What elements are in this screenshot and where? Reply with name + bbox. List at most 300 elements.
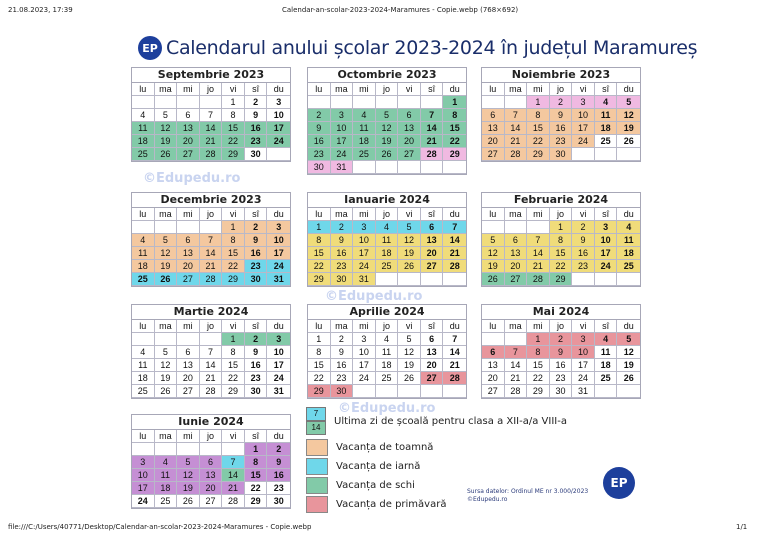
day-cell: 17 xyxy=(331,135,354,148)
legend-last-day xyxy=(306,405,567,437)
day-cell: 27 xyxy=(200,495,223,508)
legend-text-winter: Vacanța de iarnă xyxy=(336,461,421,472)
watermark: ©Edupedu.ro xyxy=(338,401,436,416)
day-cell: 14 xyxy=(443,234,466,247)
day-cell: 18 xyxy=(132,260,155,273)
source-line1: Sursa datelor: Ordinul ME nr 3.000/2023 xyxy=(467,488,589,495)
day-cell xyxy=(527,221,550,234)
day-cell: 4 xyxy=(617,221,640,234)
month-days-grid xyxy=(308,208,466,286)
day-cell: 8 xyxy=(245,456,268,469)
day-cell xyxy=(376,161,399,174)
day-cell: 2 xyxy=(572,221,595,234)
weekday-header: sî xyxy=(595,320,618,333)
day-cell: 1 xyxy=(308,333,331,346)
day-cell: 4 xyxy=(353,109,376,122)
day-cell xyxy=(443,161,466,174)
day-cell: 24 xyxy=(267,260,290,273)
day-cell: 28 xyxy=(527,273,550,286)
day-cell: 7 xyxy=(443,333,466,346)
legend-last-day-swatch xyxy=(306,407,326,435)
day-cell: 28 xyxy=(505,385,528,398)
day-cell: 18 xyxy=(595,359,618,372)
day-cell: 6 xyxy=(482,109,505,122)
day-cell: 29 xyxy=(308,273,331,286)
month-calendar xyxy=(131,67,291,162)
day-cell: 20 xyxy=(421,359,444,372)
day-cell: 12 xyxy=(617,346,640,359)
weekday-header: ma xyxy=(155,208,178,221)
day-cell: 7 xyxy=(200,109,223,122)
day-cell: 29 xyxy=(222,273,245,286)
month-name: Septembrie 2023 xyxy=(132,68,290,83)
day-cell: 27 xyxy=(398,148,421,161)
edupedu-logo: EP xyxy=(138,36,162,60)
day-cell: 18 xyxy=(353,135,376,148)
day-cell xyxy=(353,161,376,174)
day-cell: 9 xyxy=(308,122,331,135)
day-cell: 12 xyxy=(398,346,421,359)
day-cell: 21 xyxy=(527,260,550,273)
day-cell: 23 xyxy=(550,372,573,385)
day-cell xyxy=(200,443,223,456)
day-cell: 11 xyxy=(376,234,399,247)
day-cell xyxy=(505,221,528,234)
day-cell: 9 xyxy=(550,346,573,359)
day-cell: 12 xyxy=(177,469,200,482)
weekday-header: vi xyxy=(222,430,245,443)
day-cell xyxy=(617,273,640,286)
day-cell xyxy=(505,333,528,346)
weekday-header: lu xyxy=(482,208,505,221)
day-cell xyxy=(331,96,354,109)
legend-text-spring: Vacanța de primăvară xyxy=(336,499,447,510)
day-cell: 14 xyxy=(527,247,550,260)
day-cell xyxy=(421,161,444,174)
day-cell: 31 xyxy=(572,385,595,398)
day-cell: 11 xyxy=(595,109,618,122)
day-cell: 22 xyxy=(308,372,331,385)
day-cell: 10 xyxy=(572,109,595,122)
day-cell: 15 xyxy=(527,122,550,135)
day-cell xyxy=(617,385,640,398)
day-cell: 21 xyxy=(200,260,223,273)
day-cell: 2 xyxy=(245,333,268,346)
month-calendar xyxy=(481,192,641,287)
day-cell xyxy=(443,273,466,286)
weekday-header: ma xyxy=(505,208,528,221)
month-name: Decembrie 2023 xyxy=(132,193,290,208)
day-cell: 20 xyxy=(482,372,505,385)
day-cell: 9 xyxy=(245,234,268,247)
day-cell: 13 xyxy=(177,247,200,260)
weekday-header: vi xyxy=(222,208,245,221)
month-days-grid xyxy=(132,208,290,286)
source-note xyxy=(467,488,588,504)
day-cell: 3 xyxy=(595,221,618,234)
legend-num-7: 7 xyxy=(306,407,326,421)
day-cell: 28 xyxy=(421,148,444,161)
day-cell: 24 xyxy=(572,372,595,385)
day-cell: 19 xyxy=(177,482,200,495)
month-calendar xyxy=(131,304,291,399)
day-cell: 5 xyxy=(376,109,399,122)
day-cell xyxy=(177,443,200,456)
day-cell xyxy=(617,148,640,161)
day-cell xyxy=(155,221,178,234)
day-cell: 22 xyxy=(550,260,573,273)
weekday-header: ma xyxy=(155,320,178,333)
day-cell: 16 xyxy=(245,359,268,372)
legend-swatch-ski xyxy=(306,477,328,494)
legend-last-day-text: Ultima zi de școală pentru clasa a XII-a/a VIII-a xyxy=(334,415,567,427)
source-line2: ©Edupedu.ro xyxy=(467,496,508,503)
weekday-header: ma xyxy=(331,320,354,333)
day-cell: 11 xyxy=(617,234,640,247)
month-calendar xyxy=(307,304,467,399)
day-cell: 6 xyxy=(200,456,223,469)
day-cell: 5 xyxy=(155,234,178,247)
day-cell: 31 xyxy=(353,273,376,286)
day-cell: 6 xyxy=(482,346,505,359)
day-cell: 13 xyxy=(398,122,421,135)
weekday-header: lu xyxy=(132,208,155,221)
day-cell: 2 xyxy=(245,221,268,234)
day-cell: 2 xyxy=(550,96,573,109)
title-row xyxy=(138,36,697,60)
weekday-header: mi xyxy=(177,430,200,443)
day-cell: 8 xyxy=(222,234,245,247)
month-name: Martie 2024 xyxy=(132,305,290,320)
weekday-header: jo xyxy=(376,83,399,96)
day-cell: 29 xyxy=(443,148,466,161)
legend-text-autumn: Vacanța de toamnă xyxy=(336,442,434,453)
day-cell xyxy=(572,148,595,161)
day-cell: 18 xyxy=(132,135,155,148)
day-cell: 12 xyxy=(398,234,421,247)
day-cell: 3 xyxy=(353,221,376,234)
day-cell: 1 xyxy=(222,333,245,346)
weekday-header: sî xyxy=(245,430,268,443)
weekday-header: vi xyxy=(572,83,595,96)
day-cell: 2 xyxy=(308,109,331,122)
day-cell xyxy=(267,148,290,161)
day-cell: 23 xyxy=(331,260,354,273)
day-cell: 4 xyxy=(155,456,178,469)
day-cell xyxy=(132,443,155,456)
day-cell: 28 xyxy=(505,148,528,161)
weekday-header: jo xyxy=(376,208,399,221)
day-cell: 7 xyxy=(222,456,245,469)
day-cell: 9 xyxy=(550,109,573,122)
day-cell xyxy=(200,96,223,109)
day-cell: 25 xyxy=(353,148,376,161)
day-cell: 14 xyxy=(200,359,223,372)
day-cell: 15 xyxy=(527,359,550,372)
day-cell: 8 xyxy=(527,346,550,359)
day-cell xyxy=(376,273,399,286)
weekday-header: du xyxy=(267,430,290,443)
day-cell: 26 xyxy=(155,148,178,161)
month-name: Iunie 2024 xyxy=(132,415,290,430)
day-cell: 8 xyxy=(308,234,331,247)
weekday-header: ma xyxy=(505,83,528,96)
day-cell xyxy=(421,385,444,398)
day-cell: 16 xyxy=(245,122,268,135)
weekday-header: sî xyxy=(421,208,444,221)
weekday-header: sî xyxy=(595,208,618,221)
day-cell xyxy=(200,333,223,346)
day-cell: 1 xyxy=(527,96,550,109)
day-cell: 16 xyxy=(245,247,268,260)
weekday-header: mi xyxy=(353,320,376,333)
day-cell: 2 xyxy=(267,443,290,456)
weekday-header: mi xyxy=(177,208,200,221)
day-cell: 16 xyxy=(308,135,331,148)
day-cell: 13 xyxy=(421,234,444,247)
weekday-header: du xyxy=(443,208,466,221)
weekday-header: du xyxy=(267,208,290,221)
day-cell: 4 xyxy=(132,234,155,247)
day-cell: 4 xyxy=(595,333,618,346)
print-file-path: file:///C:/Users/40771/Desktop/Calendar-an-scolar-2023-2024-Maramures - Copie.webp xyxy=(8,523,312,531)
day-cell: 27 xyxy=(421,260,444,273)
day-cell: 22 xyxy=(308,260,331,273)
day-cell: 16 xyxy=(550,359,573,372)
day-cell: 7 xyxy=(527,234,550,247)
day-cell: 14 xyxy=(505,122,528,135)
day-cell: 9 xyxy=(572,234,595,247)
day-cell: 20 xyxy=(398,135,421,148)
day-cell: 17 xyxy=(267,122,290,135)
day-cell: 8 xyxy=(550,234,573,247)
weekday-header: du xyxy=(443,320,466,333)
weekday-header: ma xyxy=(155,430,178,443)
day-cell: 10 xyxy=(267,234,290,247)
watermark: ©Edupedu.ro xyxy=(325,289,423,304)
day-cell: 18 xyxy=(132,372,155,385)
weekday-header: du xyxy=(617,208,640,221)
day-cell xyxy=(443,385,466,398)
day-cell: 23 xyxy=(331,372,354,385)
day-cell: 14 xyxy=(200,122,223,135)
day-cell: 24 xyxy=(353,372,376,385)
weekday-header: vi xyxy=(222,320,245,333)
day-cell: 19 xyxy=(155,260,178,273)
day-cell: 18 xyxy=(155,482,178,495)
month-days-grid xyxy=(132,83,290,161)
day-cell: 31 xyxy=(331,161,354,174)
weekday-header: ma xyxy=(331,208,354,221)
day-cell: 3 xyxy=(132,456,155,469)
day-cell: 30 xyxy=(245,148,268,161)
month-days-grid xyxy=(132,430,290,508)
day-cell: 23 xyxy=(245,260,268,273)
day-cell: 10 xyxy=(132,469,155,482)
day-cell xyxy=(398,385,421,398)
day-cell xyxy=(398,161,421,174)
weekday-header: du xyxy=(267,83,290,96)
weekday-header: jo xyxy=(200,208,223,221)
day-cell: 19 xyxy=(617,359,640,372)
day-cell: 19 xyxy=(398,359,421,372)
day-cell xyxy=(132,333,155,346)
day-cell xyxy=(482,221,505,234)
weekday-header: vi xyxy=(572,320,595,333)
day-cell: 19 xyxy=(155,135,178,148)
weekday-header: vi xyxy=(398,83,421,96)
day-cell xyxy=(177,221,200,234)
month-calendar xyxy=(481,304,641,399)
day-cell xyxy=(482,96,505,109)
legend-text-ski: Vacanța de schi xyxy=(336,480,415,491)
day-cell: 10 xyxy=(353,234,376,247)
day-cell: 1 xyxy=(443,96,466,109)
day-cell: 23 xyxy=(550,135,573,148)
day-cell: 10 xyxy=(267,109,290,122)
day-cell: 25 xyxy=(595,372,618,385)
weekday-header: lu xyxy=(308,320,331,333)
day-cell: 16 xyxy=(331,247,354,260)
watermark: ©Edupedu.ro xyxy=(143,171,241,186)
day-cell: 22 xyxy=(222,135,245,148)
day-cell: 11 xyxy=(155,469,178,482)
day-cell xyxy=(595,385,618,398)
legend-num-14: 14 xyxy=(306,421,326,435)
day-cell: 13 xyxy=(200,469,223,482)
day-cell: 31 xyxy=(267,385,290,398)
day-cell: 1 xyxy=(308,221,331,234)
day-cell: 7 xyxy=(443,221,466,234)
weekday-header: du xyxy=(267,320,290,333)
day-cell: 20 xyxy=(177,372,200,385)
day-cell xyxy=(155,333,178,346)
day-cell: 13 xyxy=(482,359,505,372)
weekday-header: du xyxy=(443,83,466,96)
day-cell: 29 xyxy=(222,385,245,398)
day-cell: 13 xyxy=(421,346,444,359)
weekday-header: lu xyxy=(308,208,331,221)
day-cell: 26 xyxy=(482,273,505,286)
month-days-grid xyxy=(482,208,640,286)
day-cell: 12 xyxy=(617,109,640,122)
day-cell: 11 xyxy=(353,122,376,135)
weekday-header: lu xyxy=(132,430,155,443)
day-cell: 15 xyxy=(245,469,268,482)
day-cell: 6 xyxy=(505,234,528,247)
day-cell: 11 xyxy=(595,346,618,359)
month-days-grid xyxy=(482,83,640,161)
day-cell: 21 xyxy=(505,372,528,385)
day-cell: 15 xyxy=(443,122,466,135)
weekday-header: mi xyxy=(353,208,376,221)
day-cell: 30 xyxy=(550,148,573,161)
weekday-header: du xyxy=(617,320,640,333)
month-calendar xyxy=(481,67,641,162)
day-cell xyxy=(505,96,528,109)
day-cell: 4 xyxy=(132,109,155,122)
day-cell: 10 xyxy=(353,346,376,359)
day-cell: 30 xyxy=(245,273,268,286)
day-cell: 28 xyxy=(200,385,223,398)
weekday-header: sî xyxy=(595,83,618,96)
day-cell: 18 xyxy=(595,122,618,135)
day-cell: 6 xyxy=(421,221,444,234)
weekday-header: lu xyxy=(132,83,155,96)
day-cell: 24 xyxy=(331,148,354,161)
day-cell: 19 xyxy=(617,122,640,135)
day-cell: 26 xyxy=(155,273,178,286)
day-cell: 27 xyxy=(177,385,200,398)
edupedu-logo-small: EP xyxy=(603,467,635,499)
day-cell: 29 xyxy=(222,148,245,161)
day-cell: 30 xyxy=(267,495,290,508)
day-cell xyxy=(376,385,399,398)
day-cell: 15 xyxy=(308,247,331,260)
day-cell: 26 xyxy=(398,372,421,385)
day-cell xyxy=(376,96,399,109)
day-cell: 7 xyxy=(200,346,223,359)
day-cell: 4 xyxy=(376,221,399,234)
day-cell: 17 xyxy=(595,247,618,260)
day-cell: 29 xyxy=(527,148,550,161)
day-cell: 9 xyxy=(331,234,354,247)
legend-swatch-autumn xyxy=(306,439,328,456)
day-cell: 5 xyxy=(617,333,640,346)
day-cell: 7 xyxy=(505,346,528,359)
weekday-header: mi xyxy=(353,83,376,96)
day-cell: 28 xyxy=(222,495,245,508)
day-cell: 26 xyxy=(177,495,200,508)
day-cell: 27 xyxy=(177,148,200,161)
legend-item xyxy=(306,458,567,475)
day-cell xyxy=(398,273,421,286)
day-cell: 15 xyxy=(550,247,573,260)
day-cell: 12 xyxy=(155,122,178,135)
day-cell: 5 xyxy=(398,333,421,346)
day-cell: 21 xyxy=(505,135,528,148)
day-cell xyxy=(177,333,200,346)
day-cell xyxy=(595,148,618,161)
day-cell: 25 xyxy=(132,148,155,161)
day-cell: 20 xyxy=(177,135,200,148)
day-cell: 16 xyxy=(572,247,595,260)
day-cell: 23 xyxy=(572,260,595,273)
day-cell: 27 xyxy=(421,372,444,385)
weekday-header: ma xyxy=(505,320,528,333)
day-cell: 30 xyxy=(550,385,573,398)
print-datetime: 21.08.2023, 17:39 xyxy=(8,6,73,14)
day-cell: 14 xyxy=(222,469,245,482)
day-cell: 28 xyxy=(443,260,466,273)
day-cell: 27 xyxy=(505,273,528,286)
day-cell: 5 xyxy=(617,96,640,109)
day-cell: 9 xyxy=(267,456,290,469)
day-cell: 9 xyxy=(331,346,354,359)
day-cell: 22 xyxy=(222,372,245,385)
month-days-grid xyxy=(308,320,466,398)
day-cell xyxy=(177,96,200,109)
day-cell: 18 xyxy=(617,247,640,260)
day-cell: 11 xyxy=(132,247,155,260)
month-calendar xyxy=(131,192,291,287)
day-cell: 14 xyxy=(443,346,466,359)
day-cell xyxy=(595,273,618,286)
day-cell: 19 xyxy=(398,247,421,260)
day-cell: 20 xyxy=(200,482,223,495)
weekday-header: sî xyxy=(245,320,268,333)
day-cell: 14 xyxy=(505,359,528,372)
